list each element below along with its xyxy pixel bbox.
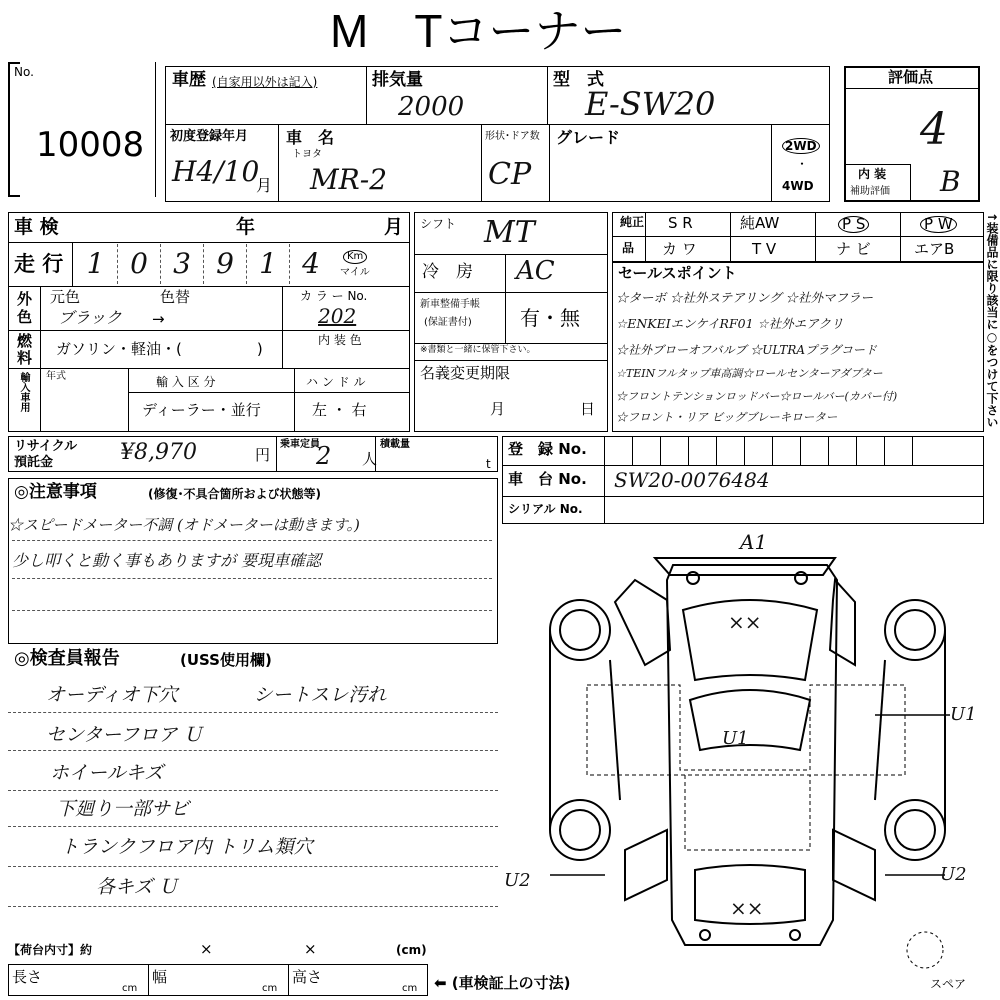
dimensions-row [8,964,428,996]
side-note: ↑装備品に限り該当に○をつけて下さい [985,212,999,429]
inspector-line-6: 各キズ Ｕ [96,876,178,898]
drive-dot: ･ [799,157,806,171]
recycle-value: ¥8,970 [120,440,197,465]
inspector-line-2: センターフロア Ｕ [46,724,203,746]
damage-xx-top: ×× [728,610,762,634]
sales-point-5: ☆フロントテンションロッドバー☆ロールバー(カバー付) [616,390,898,403]
recycle-unit: 円 [255,446,271,464]
registration-no-label: 登 録 No. [508,440,587,458]
serial-no-label: シリアル No. [508,502,583,516]
dimensions-note: ⬅ (車検証上の寸法) [434,974,571,992]
genuine-aw: 純AW [740,214,780,232]
import-label: 輸入車用 [18,372,29,412]
cargo-x2: × [304,940,317,958]
history-note: (自家用以外は記入) [212,75,318,89]
shape-label: 形状･ドア数 [485,131,540,142]
color-no-label: カ ラ ー No. [300,289,368,303]
genuine-leather: カ ワ [662,240,697,258]
inspector-line-1: オーディオ下穴 シートスレ汚れ [46,684,387,706]
model-year-label: 年式 [46,371,66,382]
fuel-options: ガソリン・軽油・( ) [56,340,263,358]
model-type-value: E-SW20 [585,85,716,123]
shape-value: CP [488,157,532,192]
car-name-label: 車 名 [286,128,335,147]
damage-u1-right: U1 [950,704,977,725]
odometer-digit: 3 [160,244,203,284]
fuel-label-2: 料 [17,349,33,367]
interior-color-label: 内 装 色 [318,333,362,347]
height-unit: cm [402,983,418,994]
car-maker: トヨタ [292,149,322,160]
sales-point-4: ☆TEINフルタップ車高調☆ロールセンターアダプター [616,367,883,380]
displacement-value: 2000 [398,92,465,122]
damage-u2-right: U2 [940,864,967,885]
odometer-digit: 4 [289,244,332,284]
inspector-line-5: トランクフロア内 トリム類穴 [60,836,313,858]
spare-label: スペア [930,977,967,991]
chassis-no-label: 車 台 No. [508,470,587,488]
drive-2wd: 2WD [782,138,820,154]
inspection-year: 年 [236,216,256,238]
sales-point-6: ☆フロント・リア ビッグブレーキローター [616,410,838,424]
genuine-navi: ナ ビ [836,240,871,258]
manual-label: 新車整備手帳 [420,299,480,310]
manual-sub: (保証書付) [424,317,472,328]
sales-point-1: ☆ターボ ☆社外ステアリング ☆社外マフラー [616,290,873,305]
handle-value: 左 ・ 右 [312,401,367,419]
inspector-line-4: 下廻り一部サビ [56,798,190,820]
genuine-sr: S R [668,214,693,232]
capacity-value: 2 [316,442,332,470]
first-reg-value: H4/10 [172,155,260,188]
name-change-label: 名義変更期限 [420,364,511,382]
model-type-label: 型 式 [553,70,604,90]
history-label: 車歴 [172,70,206,90]
sales-point-2: ☆ENKEIエンケイRF01 ☆社外エアクリ [616,316,844,331]
caution-line-1: ☆スピードメーター不調 (オドメーターは動きます。) [8,516,360,534]
odometer-digit: 1 [86,247,105,280]
damage-u2-left: U2 [504,870,531,891]
chassis-no-value: SW20-0076484 [614,468,770,492]
sales-points-label: セールスポイント [618,264,737,282]
inspection-month: 月 [384,216,404,238]
inspector-line-3: ホイールキズ [50,762,164,784]
sales-point-3: ☆社外ブローオフバルブ ☆ULTRAプラグコード [616,343,877,357]
load-label: 積載量 [380,439,410,450]
windshield [690,690,810,750]
spare-tire [907,932,943,968]
width-unit: cm [262,983,278,994]
cargo-label: 【荷台内寸】約 [8,943,93,957]
caution-label: ◎注意事項 [14,482,97,502]
exterior-label-1: 外 [17,290,33,308]
cargo-x1: × [200,940,213,958]
grade-label: グレード [556,128,621,147]
inspection-label: 車 検 [14,216,59,238]
odometer-digit: 1 [246,244,289,284]
color-arrow: → [152,310,165,328]
exterior-label-2: 色 [17,308,33,326]
no-bracket [8,62,20,197]
score-value: 4 [920,104,948,155]
length-label: 長さ [12,968,43,986]
odometer-digit: 9 [203,244,246,284]
damage-xx-bottom: ×× [730,896,764,920]
interior-score-value: B [940,165,961,198]
manual-value: 有・無 [520,306,580,330]
capacity-unit: 人 [362,450,378,468]
interior-label: 内 装 [858,167,887,181]
recycle-label-2: 預託金 [14,455,54,470]
page-title: M Tコーナー [330,5,627,57]
mileage-label: 走 行 [14,252,64,276]
recycle-row [8,436,498,472]
left-rear-fender [615,580,670,665]
genuine-pw: P W [920,216,957,233]
inspector-label: ◎検査員報告 [14,648,120,669]
left-front-fender [625,830,667,900]
orig-color-value: ブラック [58,308,122,327]
shift-value: MT [484,215,535,250]
mileage-unit-mile: マイル [340,267,370,278]
change-color-label: 色替 [160,288,191,306]
length-unit: cm [122,983,138,994]
aux-score-label: 補助評価 [850,186,890,197]
shift-label: シフト [420,217,457,231]
rear-spoiler [655,558,835,575]
ac-label: 冷 房 [422,262,473,282]
import-class-value: ディーラー・並行 [142,401,261,419]
caution-note: (修復･不具合箇所および状態等) [148,487,321,501]
orig-color-label: 元色 [50,288,81,306]
first-reg-label: 初度登録年月 [170,129,249,144]
color-no-value: 202 [318,304,357,328]
ac-value: AC [516,256,555,286]
inspector-note: (USS使用欄) [180,651,272,669]
right-rear-fender [830,580,855,665]
name-change-day: 日 [580,400,596,418]
load-unit: t [486,457,491,471]
import-class-label: 輸 入 区 分 [156,375,216,389]
score-label: 評価点 [888,68,934,86]
genuine-ps: P S [838,216,869,233]
caution-line-2: 少し叩くと動く事もありますが 要現車確認 [12,551,322,570]
right-front-fender [833,830,875,900]
odometer-digit: 0 [117,244,160,284]
car-name-value: MR-2 [310,163,388,196]
height-label: 高さ [292,968,323,986]
manual-note: ※書類と一緒に保管下さい。 [420,345,536,355]
genuine-label-2: 品 [622,241,635,255]
genuine-tv: T V [752,240,777,258]
drive-4wd: 4WD [782,179,814,193]
odometer [74,244,334,284]
recycle-label-1: リサイクル [14,439,78,454]
stock-number: 10008 [36,125,145,165]
capacity-label: 乗車定員 [280,439,320,450]
first-reg-month: 月 [256,176,273,195]
width-label: 幅 [152,968,168,986]
displacement-label: 排気量 [372,70,423,90]
damage-a1: A1 [740,530,768,554]
name-change-month: 月 [490,400,506,418]
fuel-label-1: 燃 [17,332,33,350]
handle-label: ハ ン ド ル [306,375,366,389]
mileage-unit-km: Km [343,250,367,264]
no-label: No. [14,65,34,79]
damage-u1-center: U1 [722,728,749,749]
cargo-unit: (cm) [396,943,427,957]
genuine-airbag: エアB [914,240,955,258]
genuine-label-1: 純正 [620,215,645,229]
